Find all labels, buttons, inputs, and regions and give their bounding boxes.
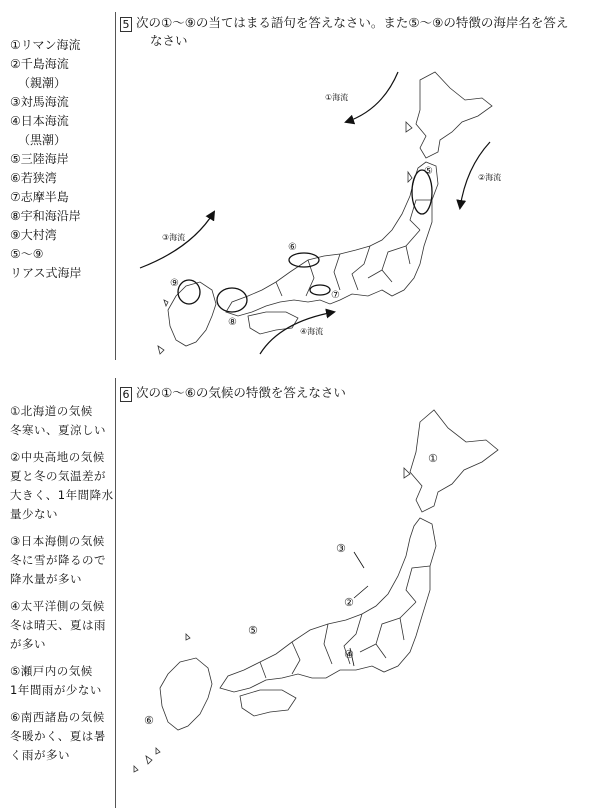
section-5 <box>0 0 597 362</box>
highlight-8 <box>217 288 247 312</box>
leader-3 <box>354 552 364 568</box>
answer-item <box>10 662 115 700</box>
answer-text: 1年間雨が少ない <box>10 683 102 697</box>
question-heading-5 <box>120 14 580 49</box>
answer-item <box>10 597 115 654</box>
answer-title: ⑤瀬戸内の気候 <box>10 664 93 678</box>
marker-6: ⑥ <box>144 714 154 727</box>
answer-line: ⑦志摩半島 <box>10 190 69 204</box>
current-4-label: ④海流 <box>300 327 324 336</box>
column-divider <box>115 12 116 360</box>
answer-title: ④太平洋側の気候 <box>10 599 105 613</box>
japan-map-currents <box>120 50 580 362</box>
marker-1: ① <box>428 452 438 465</box>
highlight-6 <box>289 253 319 267</box>
column-divider <box>115 378 116 808</box>
marker-6: ⑥ <box>288 242 297 253</box>
answer-line: ④日本海流 <box>10 114 69 128</box>
highlight-9 <box>178 280 200 304</box>
answer-item <box>10 448 115 524</box>
marker-5: ⑤ <box>248 624 258 637</box>
question-number-box: 5 <box>120 17 132 32</box>
japan-outline <box>158 72 492 354</box>
answer-text: 冬に雪が降るので降水量が多い <box>10 553 106 586</box>
answer-item <box>10 708 115 765</box>
answer-line: ⑤～⑨ <box>10 247 44 261</box>
marker-5: ⑤ <box>424 166 433 177</box>
answer-title: ⑥南西諸島の気候 <box>10 710 105 724</box>
current-1-label: ①海流 <box>325 93 349 102</box>
section-6 <box>0 378 597 808</box>
japan-map-climate <box>120 408 580 808</box>
marker-2: ② <box>344 596 354 609</box>
current-2-label: ②海流 <box>478 173 502 182</box>
leader-2 <box>354 586 368 598</box>
question-text-continued: なさい <box>150 33 188 48</box>
marker-9: ⑨ <box>170 278 179 289</box>
answer-text: 冬寒い、夏涼しい <box>10 423 106 437</box>
marker-8: ⑧ <box>228 317 237 328</box>
marker-3: ③ <box>336 542 346 555</box>
question-text: 次の①～⑨の当てはまる語句を答えなさい。また⑤～⑨の特徴の海岸名を答え <box>136 15 569 30</box>
answer-text: 冬は晴天、夏は雨が多い <box>10 618 106 651</box>
answer-text: 夏と冬の気温差が大きく、1年間降水量少ない <box>10 469 114 521</box>
marker-4: ④ <box>344 648 354 661</box>
marker-7: ⑦ <box>331 290 340 301</box>
answer-line: ①リマン海流 <box>10 38 81 52</box>
question-text: 次の①～⑥の気候の特徴を答えなさい <box>136 385 346 400</box>
answer-title: ②中央高地の気候 <box>10 450 105 464</box>
coast-highlights <box>178 170 432 312</box>
answer-line: ⑤三陸海岸 <box>10 152 69 166</box>
answer-line: ⑧宇和海沿岸 <box>10 209 81 223</box>
answer-text: 冬暖かく、夏は暑く雨が多い <box>10 729 106 762</box>
answer-item <box>10 402 115 440</box>
answer-title: ③日本海側の気候 <box>10 534 105 548</box>
question-heading-6 <box>120 384 580 402</box>
answer-line: リアス式海岸 <box>10 266 82 280</box>
highlight-7 <box>310 285 330 295</box>
answer-line: ⑥若狭湾 <box>10 171 57 185</box>
answer-title: ①北海道の気候 <box>10 404 93 418</box>
answer-line: （黒潮） <box>18 133 67 147</box>
current-arrows <box>140 72 490 354</box>
answer-line: （親潮） <box>18 76 67 90</box>
japan-outline <box>134 410 498 772</box>
question-number-box: 6 <box>120 387 132 402</box>
answer-column-5 <box>10 36 115 283</box>
current-1-arrow <box>346 72 398 122</box>
current-3-label: ③海流 <box>162 233 186 242</box>
answer-item <box>10 532 115 589</box>
answer-line: ②千島海流 <box>10 57 69 71</box>
answer-column-6 <box>10 402 115 773</box>
answer-line: ③対馬海流 <box>10 95 69 109</box>
answer-line: ⑨大村湾 <box>10 228 57 242</box>
